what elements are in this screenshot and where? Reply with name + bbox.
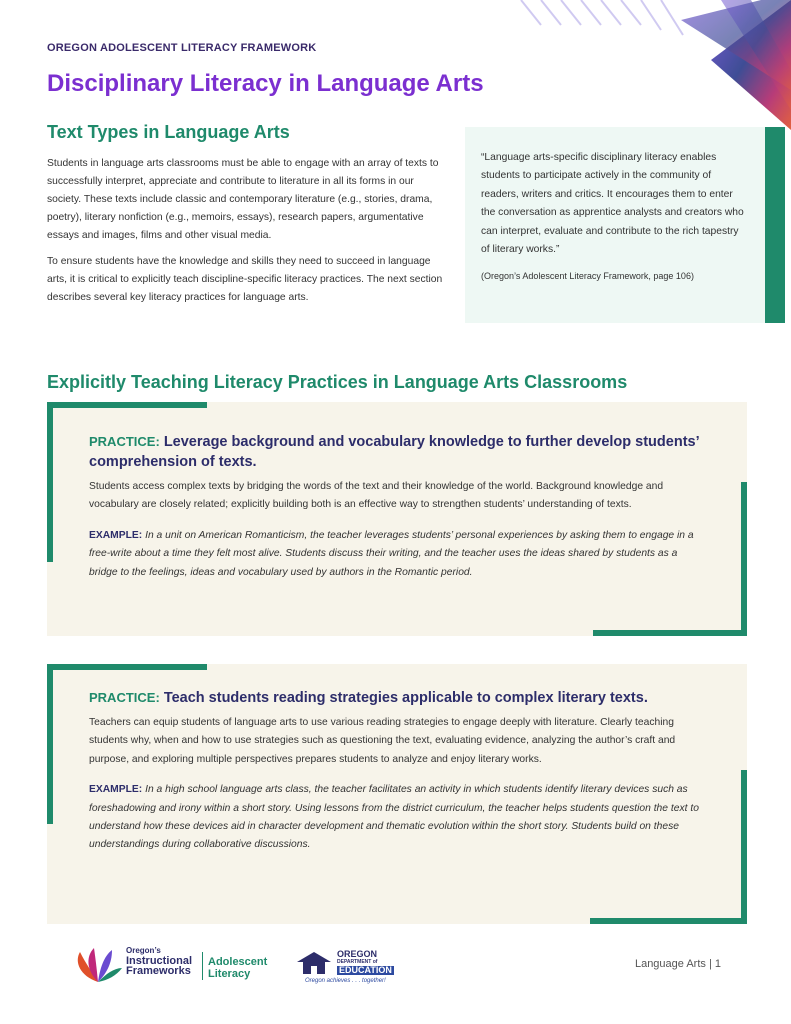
quote-text: “Language arts-specific disciplinary literacy enables students to participate actively in the community of readers, writers and critics. It encourages them to enter the conversation as apprentice analysts and creators who can interpret, evaluate and contribute to the rich tapestry of literary works.” [481,152,744,256]
framework-label: OREGON ADOLESCENT LITERACY FRAMEWORK [47,42,317,54]
intro-paragraph-1: Students in language arts classrooms must be able to engage with an array of texts to successfully interpret, appreciate and contribute to literature in all its forms in our society. These texts include classic and contemporary literature (e.g., stories, drama, poetry), literary nonfiction (e.g., memoirs, essays), research papers, argumentative essays and images, films and other visual media. [47,158,439,241]
practice-title [89,432,705,472]
logo-separator [202,952,203,980]
quote-callout [465,127,785,323]
schoolhouse-icon [295,950,333,976]
practice-example [89,781,705,855]
quote-citation: (Oregon’s Adolescent Literacy Framework, page 106) [481,271,694,282]
intro-section [47,155,447,315]
logo-text-line: Frameworks [126,965,191,977]
practice-example [89,527,705,582]
logo-text [126,946,192,976]
practice-label: PRACTICE: [89,690,160,705]
logo-text-line: EDUCATION [339,965,392,975]
card-accent-bottom [593,630,747,636]
logo-text-line: Literacy [208,968,251,980]
practice-card [47,402,747,636]
logo-text-line: OREGON [337,949,378,959]
logo-text-line: DEPARTMENT of [337,959,378,965]
card-accent-top [47,402,207,408]
text-types-heading: Text Types in Language Arts [47,122,290,142]
corner-decorative-art [461,0,791,140]
card-accent-top [47,664,207,670]
ode-text [337,950,394,975]
practice-title [89,688,705,708]
page-number-label: Language Arts | 1 [634,958,721,970]
example-text: In a unit on American Romanticism, the teacher leverages students’ personal experiences by asking them to engage in a free-write about a time they felt most alive. Students discuss their writing, and the teacher uses the ideas shared by students as a bridge to the feelings, ideas and vocabulary used by authors in the Romantic period. [89,529,694,578]
quote-accent-bar [765,127,785,323]
card-accent-left [47,664,53,824]
intro-paragraph-2: To ensure students have the knowledge and skills they need to succeed in language arts, it is critical to explicitly teach discipline-specific literacy practices. The next section describes several key literacy practices for language arts. [47,256,443,303]
instructional-frameworks-logo [72,944,282,984]
logo-text-line: Adolescent [208,956,268,968]
example-label: EXAMPLE: [89,529,143,541]
page-title: Disciplinary Literacy in Language Arts [47,70,484,97]
practice-body: Students access complex texts by bridging the words of the text and their knowledge of the world. Background knowledge and vocabulary are closely related; explicitly building both is an effective way to strengthen students’ understanding of texts. [89,481,664,511]
adolescent-literacy-label [208,956,267,980]
example-text: In a high school language arts class, the teacher facilitates an activity in which students identify literary devices such as foreshadowing and irony within a short story. Using lessons from the district curriculum, the teacher helps students question the text to understand how these devices aid in character development and thematic evolution within the short story. Students build on these understandings during collaborative discussions. [89,784,699,851]
practice-title-text: Teach students reading strategies applicable to complex literary texts. [163,690,648,706]
card-accent-bottom [590,918,747,924]
practice-label: PRACTICE: [89,434,160,449]
card-accent-left [47,402,53,562]
card-accent-right [741,482,747,636]
fan-logo-icon [72,946,124,984]
logo-text-line: Instructional [126,955,193,967]
ode-tagline: Oregon achieves . . . together! [305,978,386,984]
card-accent-right [741,770,747,924]
oregon-department-of-education-logo [295,950,395,988]
practice-card [47,664,747,924]
practice-title-text: Leverage background and vocabulary knowledge to further develop students’ comprehension of texts. [89,434,699,470]
example-label: EXAMPLE: [89,784,143,796]
logo-text-line: Oregon’s [126,946,161,955]
practices-heading: Explicitly Teaching Literacy Practices in Language Arts Classrooms [47,372,628,392]
practice-body: Teachers can equip students of language arts to use various reading strategies to engage deeply with literature. Clearly teaching students why, when and how to use strategies such as questioning the text, evaluating evidence, analyzing the author’s craft and purpose, and exploring multiple perspectives prepares students to analyze and enjoy literary works. [89,717,676,765]
